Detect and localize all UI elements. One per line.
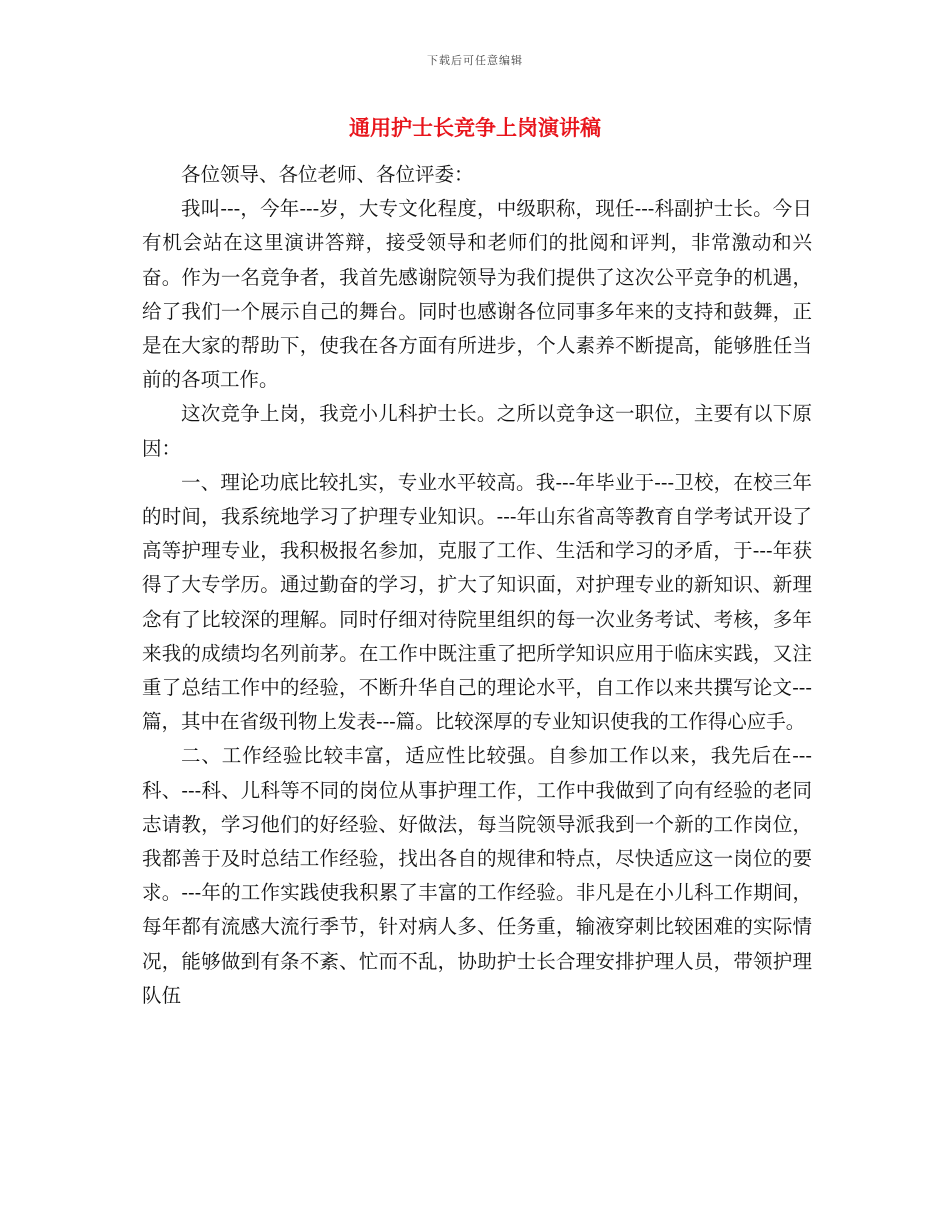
paragraph-salutation: 各位领导、各位老师、各位评委： xyxy=(181,163,474,186)
document-title: 通用护士长竞争上岗演讲稿 xyxy=(349,115,601,140)
document-body xyxy=(142,158,812,1013)
paragraph-position: 这次竞争上岗，我竞小儿科护士长。之所以竞争这一职位，主要有以下原因： xyxy=(142,402,812,460)
paragraph-reason-two: 二、工作经验比较丰富，适应性比较强。自参加工作以来，我先后在---科、---科、儿科等不同的岗位从事护理工作，工作中我做到了向有经验的老同志请教，学习他们的好经验、好做法，每当院领导派我到一个新的工作岗位，我都善于及时总结工作经验，找出各自的规律和特点，尽快适应这一岗位的要求。---年的工作实践使我积累了丰富的工作经验。非凡是在小儿科工作期间，每年都有流感大流行季节，针对病人多、任务重，输液穿刺比较困难的实际情况，能够做到有条不紊、忙而不乱，协助护士长合理安排护理人员，带领护理队伍 xyxy=(142,744,812,1007)
paragraph-reason-one: 一、理论功底比较扎实，专业水平较高。我---年毕业于---卫校，在校三年的时间，我系统地学习了护理专业知识。---年山东省高等教育自学考试开设了高等护理专业，我积极报名参加，克服了工作、生活和学习的矛盾，于---年获得了大专学历。通过勤奋的学习，扩大了知识面，对护理专业的新知识、新理念有了比较深的理解。同时仔细对待院里组织的每一次业务考试、考核，多年来我的成绩均名列前茅。在工作中既注重了把所学知识应用于临床实践，又注重了总结工作中的经验，不断升华自己的理论水平，自工作以来共撰写论文---篇，其中在省级刊物上发表---篇。比较深厚的专业知识使我的工作得心应手。 xyxy=(142,470,812,734)
page-header-note: 下载后可任意编辑 xyxy=(427,54,523,67)
paragraph-introduction: 我叫---，今年---岁，大专文化程度，中级职称，现任---科副护士长。今日有机会站在这里演讲答辩，接受领导和老师们的批阅和评判，非常激动和兴奋。作为一名竞争者，我首先感谢院领导为我们提供了这次公平竞争的机遇，给了我们一个展示自己的舞台。同时也感谢各位同事多年来的支持和鼓舞，正是在大家的帮助下，使我在各方面有所进步，个人素养不断提高，能够胜任当前的各项工作。 xyxy=(142,197,812,392)
